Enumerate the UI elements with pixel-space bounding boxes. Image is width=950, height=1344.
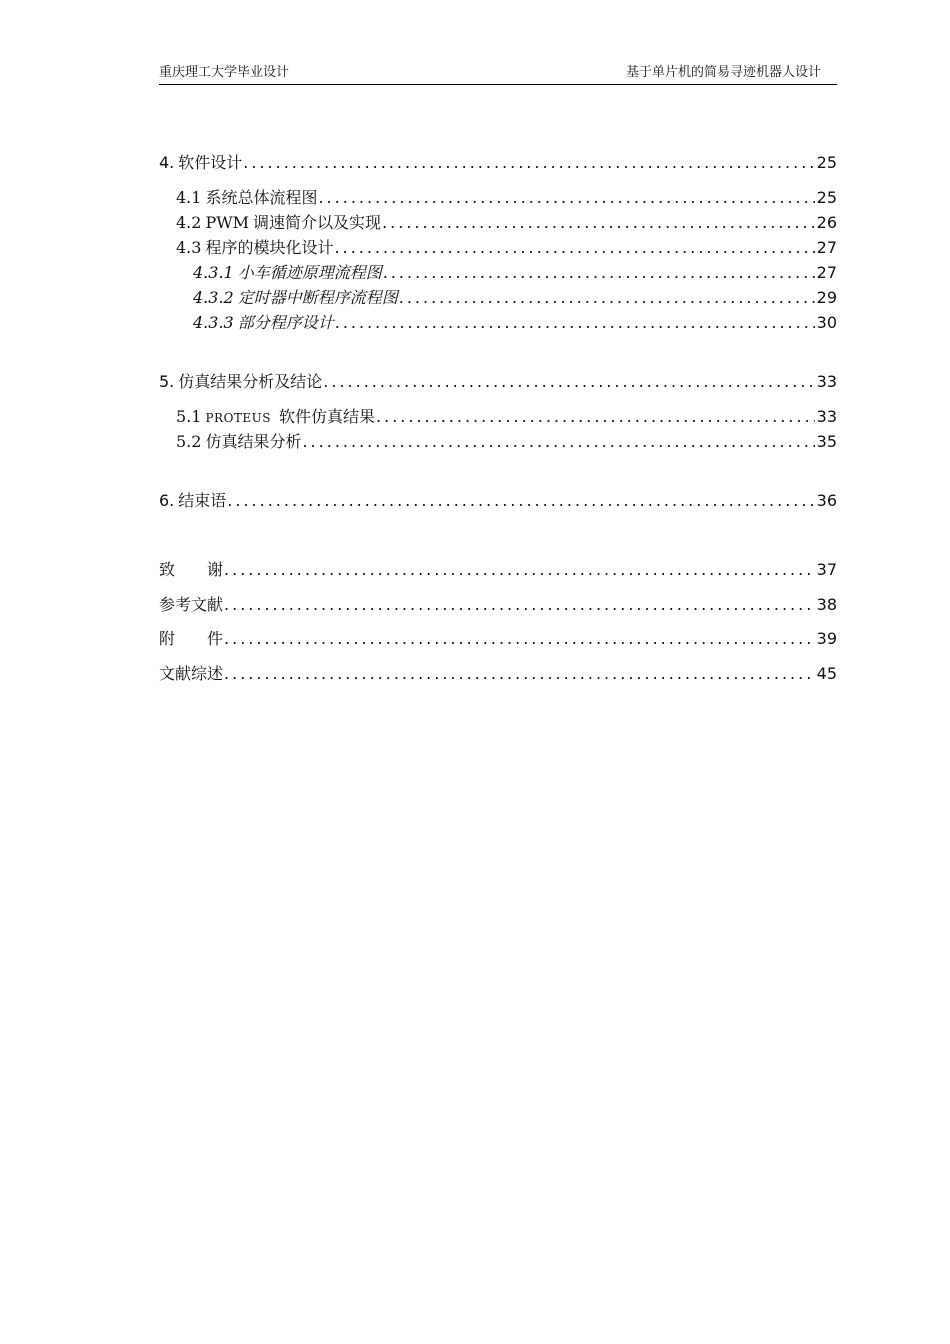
toc-entry-page: 33	[816, 407, 837, 426]
toc-entry[interactable]	[176, 429, 837, 452]
toc-entry-page: 25	[816, 153, 837, 172]
toc-entry-title-prefix: PROTEUS	[205, 411, 271, 425]
toc-entry[interactable]	[159, 488, 837, 511]
toc-entry-page: 27	[816, 263, 837, 282]
toc-entry-title: 软件设计	[178, 153, 243, 172]
toc-leader-dots	[323, 372, 814, 391]
toc-entry-number: 4.	[159, 153, 175, 172]
toc-leader-dots	[399, 288, 815, 307]
header-left-text: 重庆理工大学毕业设计	[159, 65, 290, 80]
toc-entry-page: 37	[816, 560, 837, 579]
toc-entry-page: 35	[816, 432, 837, 451]
toc-entry-page: 25	[816, 188, 837, 207]
toc-leader-dots	[227, 491, 814, 510]
toc-entry-title: 参考文献	[159, 595, 224, 614]
toc-entry[interactable]	[159, 369, 837, 392]
toc-leader-dots	[224, 560, 815, 579]
toc-leader-dots	[376, 407, 815, 426]
toc-entry-page: 30	[816, 313, 837, 332]
toc-entry-title-prefix: PWM	[205, 213, 250, 232]
toc-entry-page: 38	[816, 595, 837, 614]
toc-entry-page: 36	[816, 491, 837, 510]
toc-entry-title: 仿真结果分析	[205, 432, 302, 451]
toc-entry-number: 4.1	[176, 188, 202, 207]
toc-entry-title: 调速简介以及实现	[253, 213, 382, 232]
toc-entry-title: 附 件	[159, 629, 224, 648]
toc-leader-dots	[383, 263, 815, 282]
toc-leader-dots	[224, 664, 815, 683]
toc-entry-page: 27	[816, 238, 837, 257]
toc-entry-title: 软件仿真结果	[279, 407, 376, 426]
toc-entry[interactable]	[193, 285, 837, 308]
toc-leader-dots	[382, 213, 815, 232]
toc-leader-dots	[224, 629, 815, 648]
toc-entry-title: 程序的模块化设计	[205, 238, 334, 257]
toc-entry-title: 文献综述	[159, 664, 224, 683]
toc-entry[interactable]	[193, 260, 837, 283]
toc-entry-title: 系统总体流程图	[205, 188, 318, 207]
toc-entry-title: 小车循迹原理流程图	[237, 263, 382, 282]
toc-entry-page: 33	[816, 372, 837, 391]
toc-entry-page: 29	[816, 288, 837, 307]
toc-entry-number: 5.1	[176, 407, 202, 426]
toc-entry-number: 5.2	[176, 432, 202, 451]
page-header	[159, 64, 837, 85]
toc-entry-number: 4.3.1	[193, 263, 234, 282]
toc-entry[interactable]	[176, 210, 837, 233]
toc-leader-dots	[243, 153, 814, 172]
toc-leader-dots	[334, 238, 814, 257]
toc-entry-page: 26	[816, 213, 837, 232]
toc-entry-title: 结束语	[178, 491, 227, 510]
toc-entry-title: 定时器中断程序流程图	[237, 288, 398, 307]
toc-entry-title: 部分程序设计	[237, 313, 334, 332]
toc-entry[interactable]	[159, 557, 837, 580]
toc-entry[interactable]	[159, 661, 837, 684]
toc-entry[interactable]	[176, 404, 837, 427]
toc-entry[interactable]	[159, 626, 837, 649]
toc-entry[interactable]	[176, 185, 837, 208]
toc-leader-dots	[224, 595, 815, 614]
toc-entry[interactable]	[159, 592, 837, 615]
toc-entry-page: 45	[816, 664, 837, 683]
toc-entry-title: 仿真结果分析及结论	[178, 372, 323, 391]
toc-entry[interactable]	[176, 235, 837, 258]
toc-leader-dots	[318, 188, 814, 207]
toc-entry-number: 4.2	[176, 213, 202, 232]
toc-entry[interactable]	[159, 150, 837, 173]
toc-leader-dots	[335, 313, 815, 332]
toc-entry-page: 39	[816, 629, 837, 648]
toc-entry-number: 6.	[159, 491, 175, 510]
toc-entry-number: 4.3.2	[193, 288, 234, 307]
toc-entry-number: 5.	[159, 372, 175, 391]
header-right-text: 基于单片机的简易寻迹机器人设计	[625, 65, 821, 80]
toc-entry[interactable]	[193, 310, 837, 333]
toc-entry-title: 致 谢	[159, 560, 224, 579]
toc-entry-number: 4.3	[176, 238, 202, 257]
toc-entry-number: 4.3.3	[193, 313, 234, 332]
toc-leader-dots	[302, 432, 814, 451]
